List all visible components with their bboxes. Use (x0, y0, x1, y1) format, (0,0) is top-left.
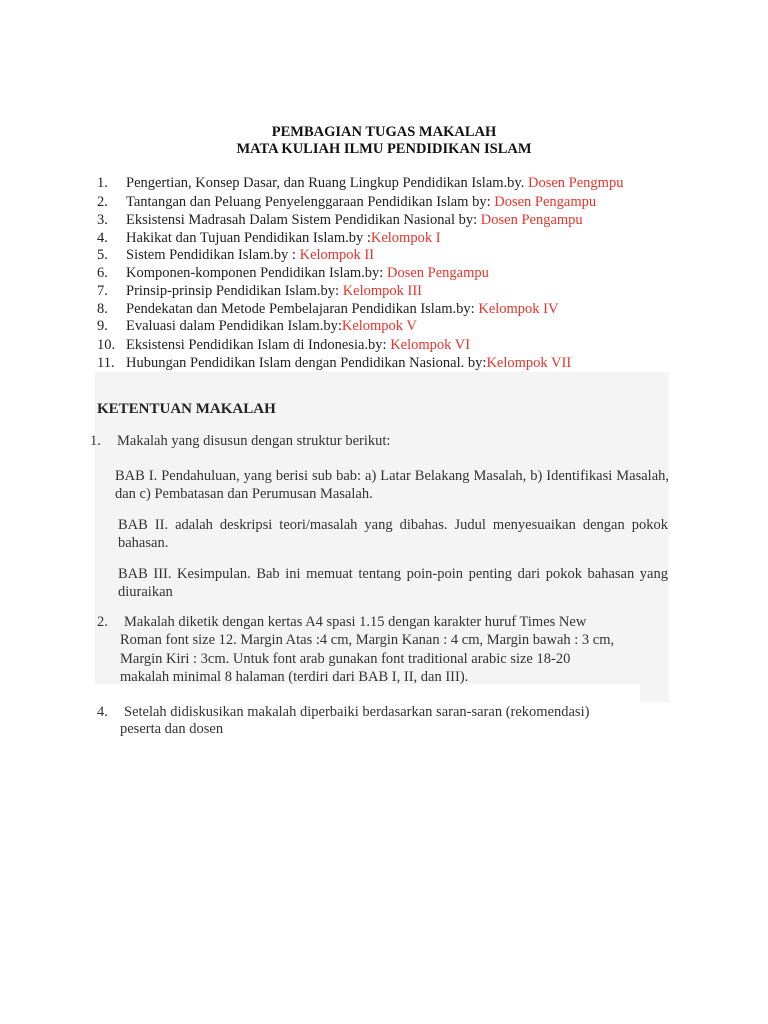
rule-4-line-2: peserta dan dosen (120, 721, 224, 737)
topic-item (97, 247, 374, 264)
topic-text: Pendekatan dan Metode Pembelajaran Pendidikan Islam.by: (126, 301, 479, 317)
topic-text: Prinsip-prinsip Pendidikan Islam.by: (126, 283, 343, 299)
topic-number: 2. (97, 194, 108, 210)
topic-assignee: Dosen Pengampu (494, 194, 597, 210)
section-heading-ketentuan: KETENTUAN MAKALAH (97, 401, 276, 417)
rule-1-text: Makalah yang disusun dengan struktur berikut: (117, 433, 391, 449)
shaded-region-right (640, 684, 669, 702)
topic-number: 11. (97, 355, 115, 371)
topic-item (97, 355, 571, 372)
topic-assignee: Dosen Pengampu (480, 212, 583, 228)
topic-number: 10. (97, 337, 116, 353)
topic-text: Sistem Pendidikan Islam.by : (126, 247, 300, 263)
topic-text: Hubungan Pendidikan Islam dengan Pendidikan Nasional. by: (126, 355, 487, 371)
topic-text: Eksistensi Madrasah Dalam Sistem Pendidikan Nasional by: (126, 212, 481, 228)
topic-item (97, 230, 441, 247)
topic-text: Komponen-komponen Pendidikan Islam.by: (126, 265, 387, 281)
rule-2-number: 2. (97, 614, 108, 630)
rule-2-line-4: makalah minimal 8 halaman (terdiri dari BAB I, II, dan III). (120, 669, 469, 685)
topic-assignee: Kelompok V (341, 318, 417, 334)
topic-assignee: Kelompok VI (390, 337, 471, 353)
topic-number: 4. (97, 230, 108, 246)
topic-number: 8. (97, 301, 108, 317)
topic-text: Eksistensi Pendidikan Islam di Indonesia.by: (126, 337, 391, 353)
topic-item (97, 212, 583, 229)
topic-assignee: Kelompok VII (486, 355, 572, 371)
topic-number: 3. (97, 212, 108, 228)
rule-2-line-1: Makalah diketik dengan kertas A4 spasi 1.15 dengan karakter huruf Times New (124, 614, 587, 630)
topic-item (97, 283, 422, 300)
bab-2-paragraph: BAB II. adalah deskripsi teori/masalah yang dibahas. Judul menyesuaikan dengan pokok bahasan. (118, 517, 668, 551)
topic-number: 9. (97, 318, 108, 334)
topic-item (97, 265, 489, 282)
topic-text: Evaluasi dalam Pendidikan Islam.by: (126, 318, 342, 334)
topic-assignee: Kelompok I (370, 230, 441, 246)
rule-2-line-3: Margin Kiri : 3cm. Untuk font arab gunakan font traditional arabic size 18-20 (120, 651, 571, 667)
topic-assignee: Kelompok III (342, 283, 423, 299)
topic-text: Pengertian, Konsep Dasar, dan Ruang Lingkup Pendidikan Islam.by. (126, 175, 528, 191)
topic-number: 5. (97, 247, 108, 263)
rule-4-number: 4. (97, 704, 108, 720)
document-title-line1: PEMBAGIAN TUGAS MAKALAH (271, 124, 497, 140)
topic-text: Hakikat dan Tujuan Pendidikan Islam.by : (126, 230, 371, 246)
topic-item (97, 301, 558, 318)
topic-item (97, 194, 596, 211)
bab-3-paragraph: BAB III. Kesimpulan. Bab ini memuat tentang poin-poin penting dari pokok bahasan yang diuraikan (118, 566, 668, 600)
topic-number: 7. (97, 283, 108, 299)
topic-number: 1. (97, 175, 108, 191)
topic-assignee: Kelompok II (299, 247, 375, 263)
bab-1-paragraph: BAB I. Pendahuluan, yang berisi sub bab: a) Latar Belakang Masalah, b) Identifikasi Masalah, dan c) Pembatasan dan Perumusan Masalah. (115, 468, 669, 502)
topic-item (97, 175, 623, 192)
topic-text: Tantangan dan Peluang Penyelenggaraan Pendidikan Islam by: (126, 194, 495, 210)
topic-assignee: Dosen Pengmpu (528, 175, 624, 191)
topic-number: 6. (97, 265, 108, 281)
rule-1-number: 1. (90, 433, 101, 449)
topic-item (97, 318, 417, 335)
topic-item (97, 337, 470, 354)
topic-assignee: Kelompok IV (478, 301, 559, 317)
rule-4-line-1: Setelah didiskusikan makalah diperbaiki berdasarkan saran-saran (rekomendasi) (124, 704, 590, 720)
rule-2-line-2: Roman font size 12. Margin Atas :4 cm, Margin Kanan : 4 cm, Margin bawah : 3 cm, (120, 632, 615, 648)
document-title-line2: MATA KULIAH ILMU PENDIDIKAN ISLAM (236, 141, 532, 157)
topic-assignee: Dosen Pengampu (386, 265, 489, 281)
